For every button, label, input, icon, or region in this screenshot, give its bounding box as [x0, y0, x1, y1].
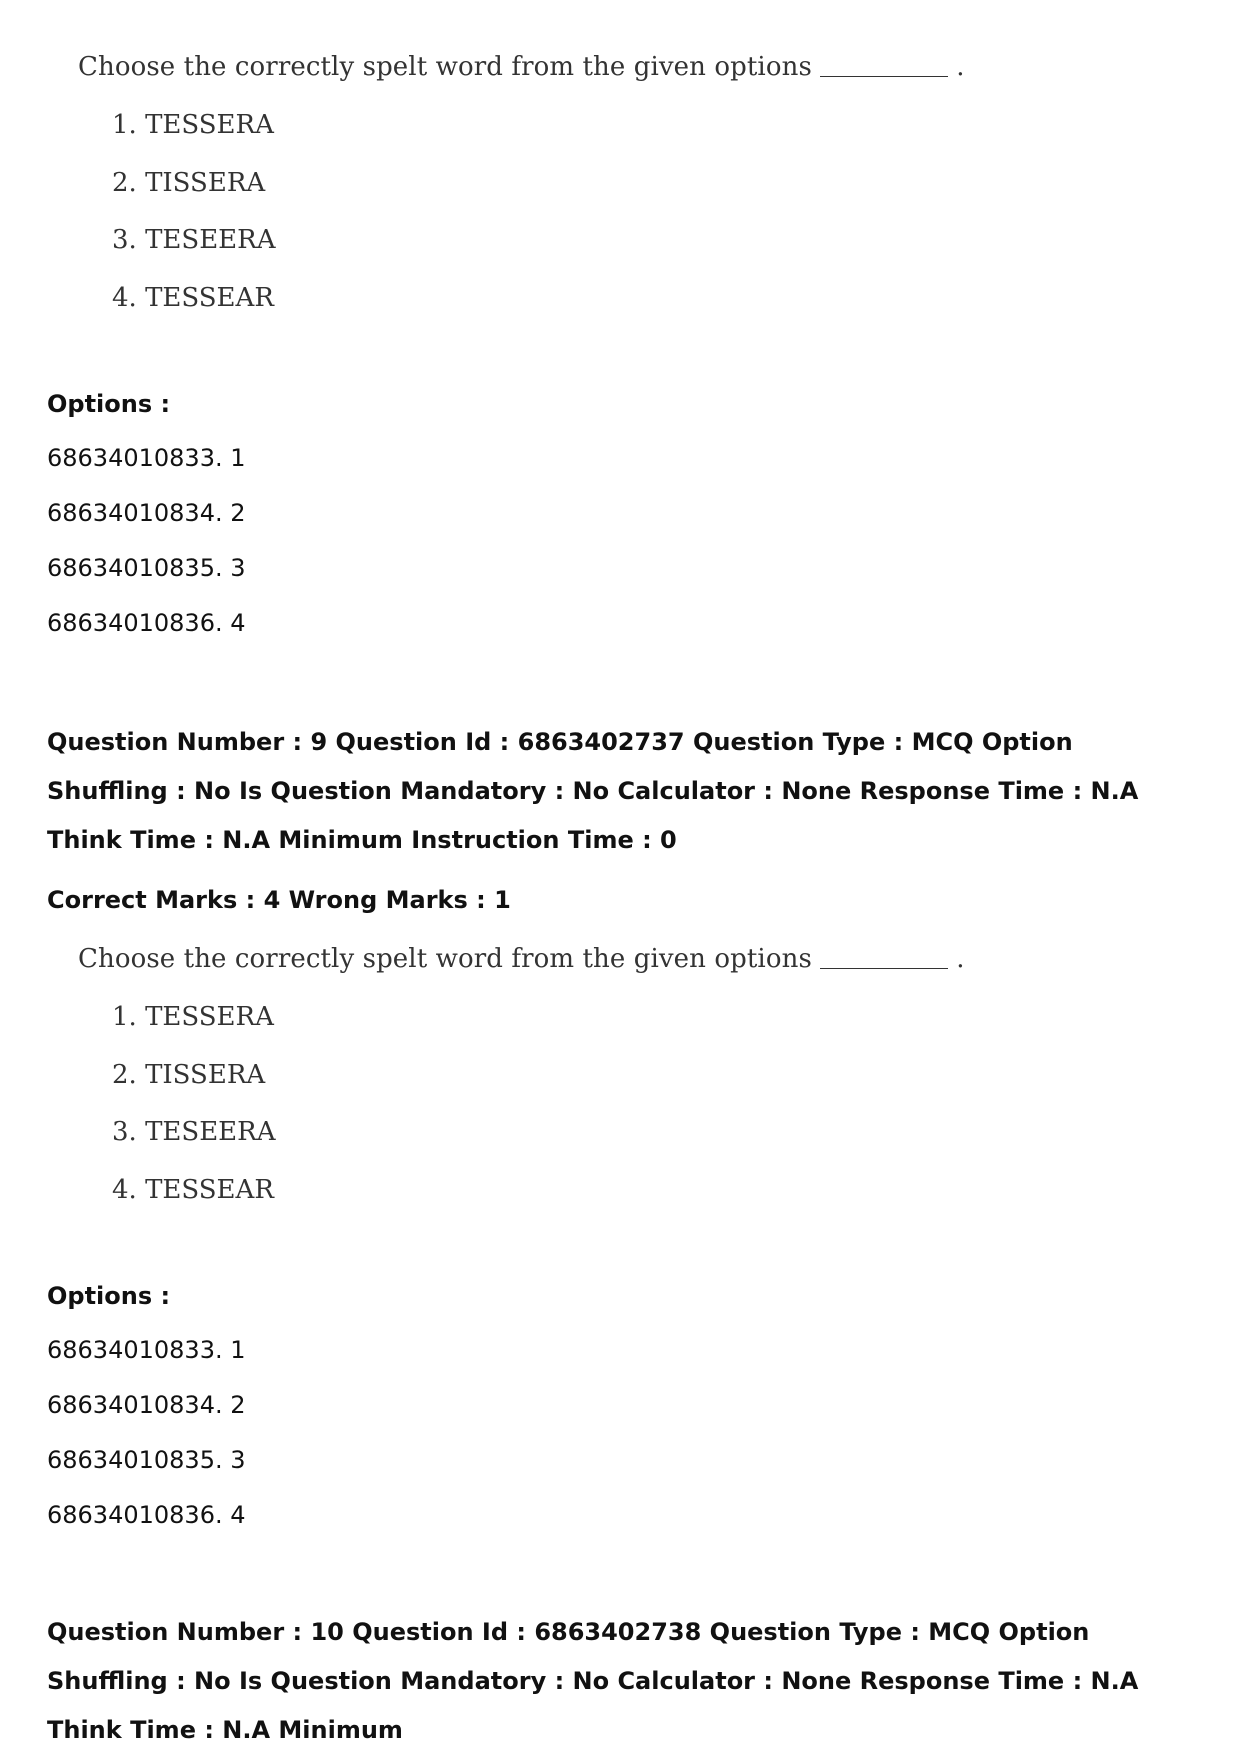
option-item: 68634010835. 3	[47, 554, 246, 582]
choice-item: 1. TESSERA	[112, 1002, 274, 1032]
options-label: Options :	[47, 1282, 171, 1310]
answer-blank	[820, 76, 948, 77]
question-header: Question Number : 10 Question Id : 6863402738 Question Type : MCQ Option Shuffling : No Is Question Mandatory : No Calculator : None Response Time : N.A Think Time : N.A Minimum	[47, 1618, 1139, 1744]
option-item: 68634010834. 2	[47, 499, 246, 527]
choice-item: 4. TESSEAR	[112, 1175, 274, 1205]
question-prompt: Choose the correctly spelt word from the given options .	[78, 944, 965, 974]
question-prompt: Choose the correctly spelt word from the given options .	[78, 52, 965, 82]
option-item: 68634010833. 1	[47, 1336, 246, 1364]
choice-item: 3. TESEERA	[112, 225, 276, 255]
options-label: Options :	[47, 390, 171, 418]
choice-item: 2. TISSERA	[112, 168, 266, 198]
choice-item: 4. TESSEAR	[112, 283, 274, 313]
choice-item: 2. TISSERA	[112, 1060, 266, 1090]
option-item: 68634010836. 4	[47, 1501, 246, 1529]
option-item: 68634010836. 4	[47, 609, 246, 637]
option-item: 68634010834. 2	[47, 1391, 246, 1419]
choice-item: 1. TESSERA	[112, 110, 274, 140]
question-header: Question Number : 9 Question Id : 6863402737 Question Type : MCQ Option Shuffling : No Is Question Mandatory : No Calculator : None Response Time : N.A Think Time : N.A Minimum Instruction Time : 0	[47, 728, 1139, 854]
marks-line: Correct Marks : 4 Wrong Marks : 1	[47, 886, 511, 914]
option-item: 68634010833. 1	[47, 444, 246, 472]
option-item: 68634010835. 3	[47, 1446, 246, 1474]
choice-item: 3. TESEERA	[112, 1117, 276, 1147]
answer-blank	[820, 968, 948, 969]
